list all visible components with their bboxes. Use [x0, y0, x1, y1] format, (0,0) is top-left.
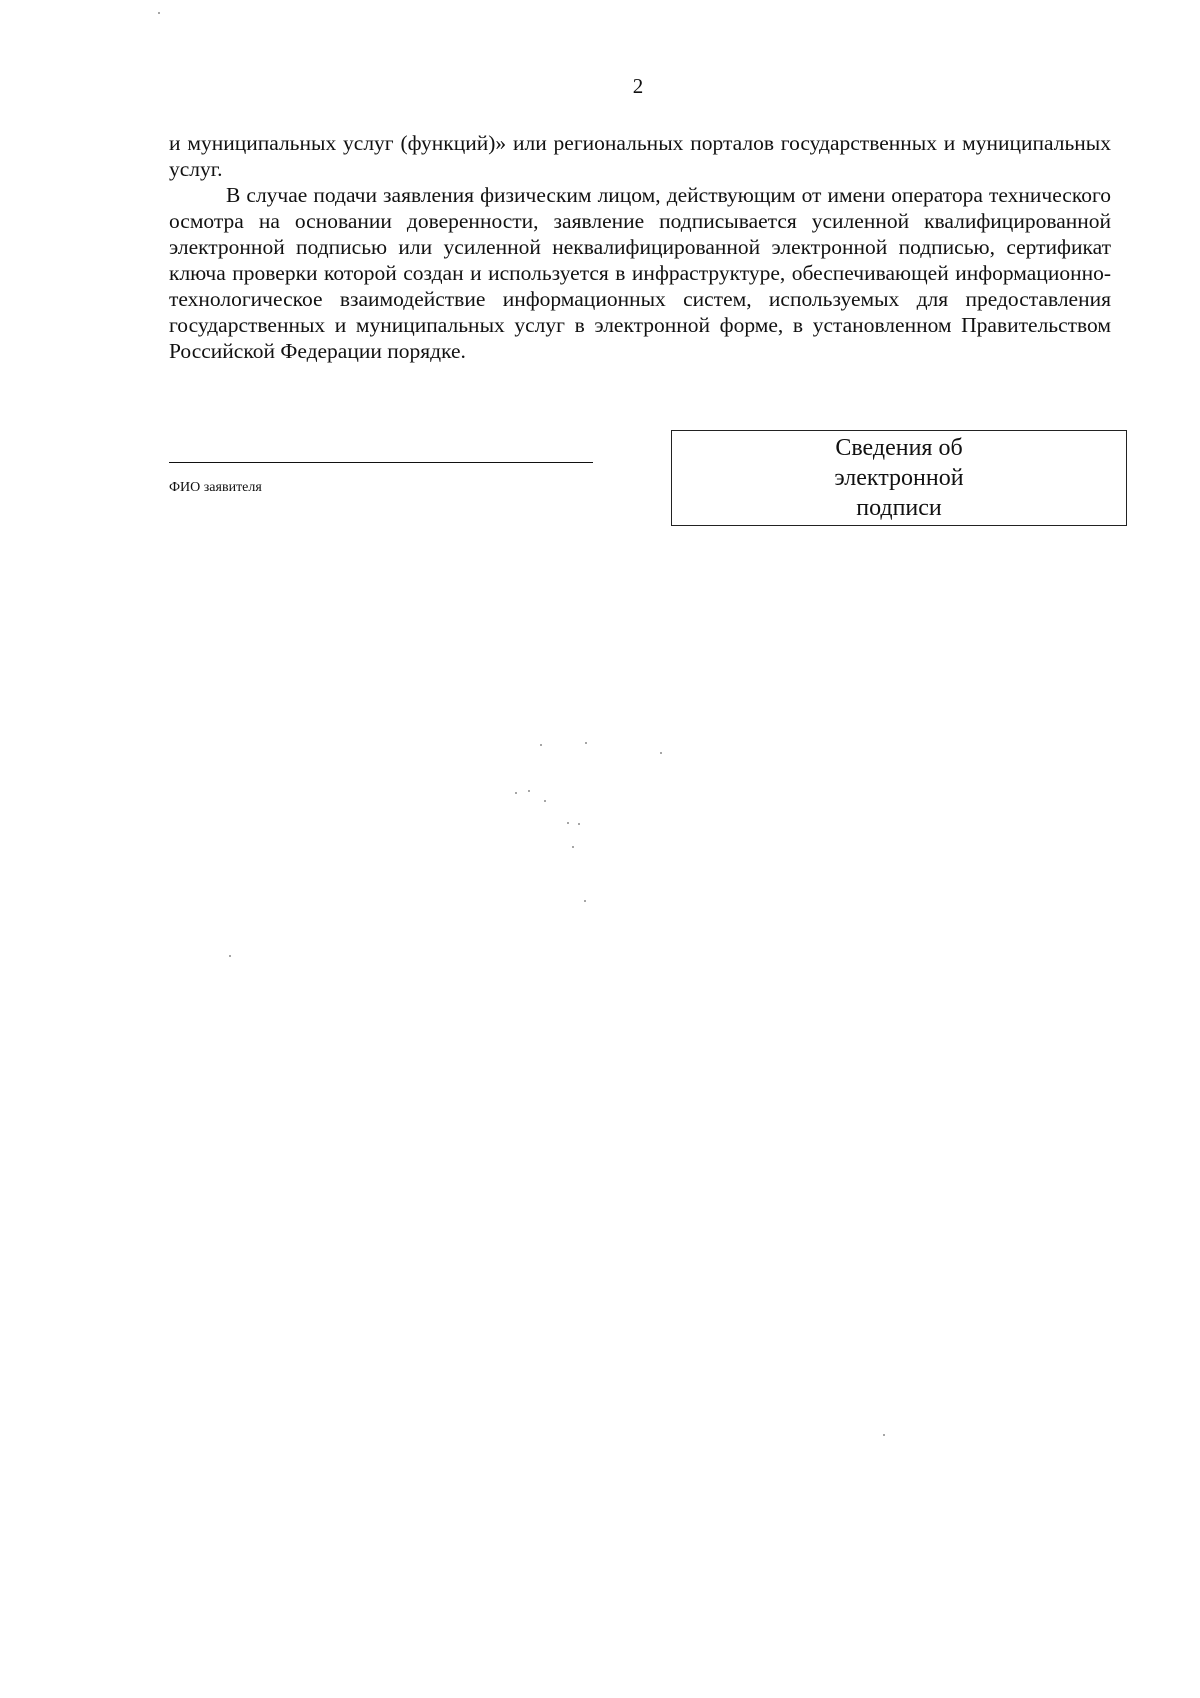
scan-speck: [528, 790, 530, 792]
paragraph-continuation: и муниципальных услуг (функций)» или региональных порталов государственных и муниципальных услуг.: [169, 131, 1111, 181]
scan-speck: [544, 800, 546, 802]
paragraph-signing-rule: В случае подачи заявления физическим лицом, действующим от имени оператора технического осмотра на основании доверенности, заявление подписывается усиленной квалифицированной электронной подписью или усиленной неквалифицированной электронной подписью, сертификат ключа проверки которой создан и используется в инфраструктуре, обеспечивающей информационно-технологическое взаимодействие информационных систем, используемых для предоставления государственных и муниципальных услуг в электронной форме, в установленном Правительством Российской Федерации порядке.: [169, 183, 1111, 363]
scan-speck: [585, 742, 587, 744]
page-number: 2: [632, 74, 644, 98]
scan-speck: [540, 744, 542, 746]
scan-speck: [883, 1434, 885, 1436]
body-text: [169, 130, 1111, 364]
applicant-name-caption: ФИО заявителя: [169, 480, 262, 495]
electronic-signature-label: Сведения об электронной подписи: [834, 435, 964, 521]
scan-speck: [229, 955, 231, 957]
scan-speck: [567, 822, 569, 824]
scan-speck: [572, 846, 574, 848]
scan-speck: [515, 792, 517, 794]
scan-speck: [584, 900, 586, 902]
scan-speck: [158, 12, 160, 14]
scan-speck: [578, 823, 580, 825]
scan-speck: [660, 752, 662, 754]
signature-line: [169, 462, 593, 463]
electronic-signature-box: [671, 430, 1127, 526]
